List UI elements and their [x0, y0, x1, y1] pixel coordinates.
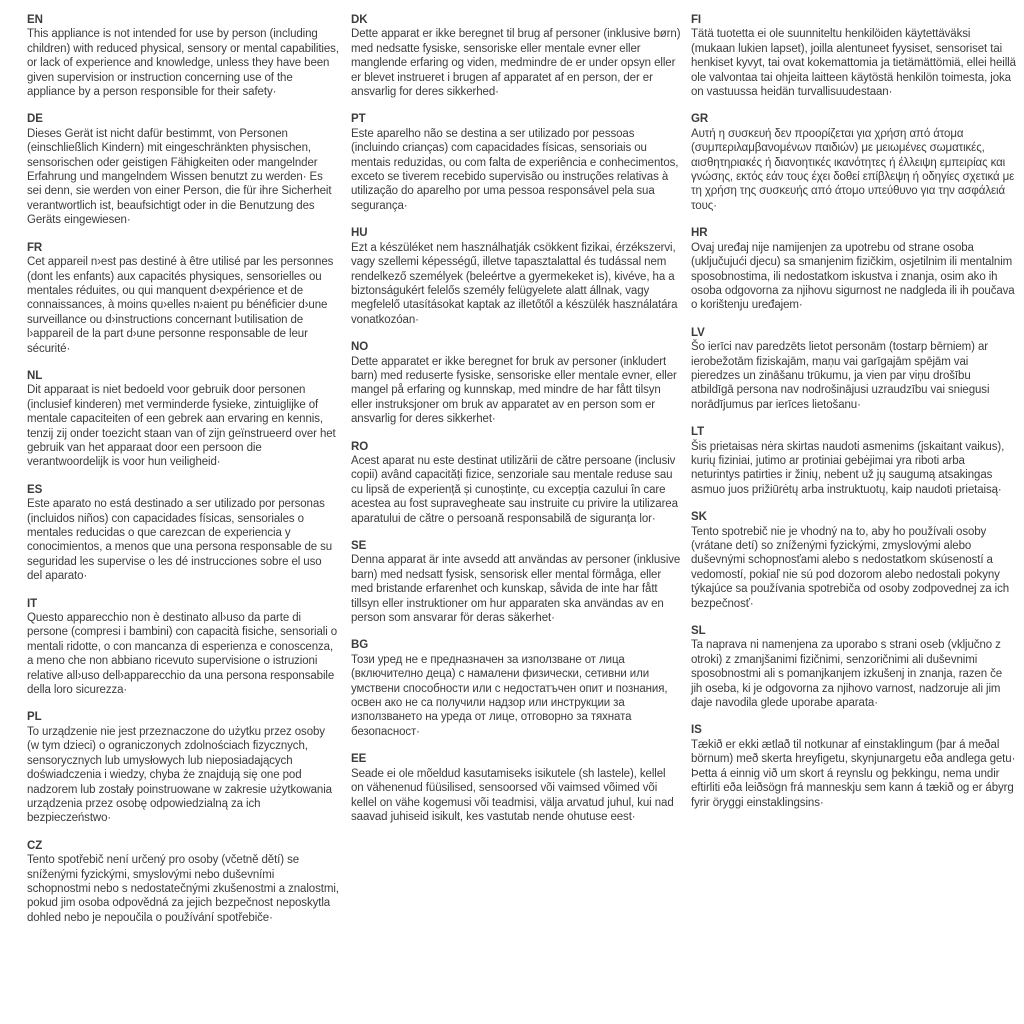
language-section-FI: [691, 13, 1016, 99]
language-text-BG: Този уред не е предназначен за използване от лица (включително деца) с намалени физически, сетивни или умствени способности или с недостатъчен опит и познания, освен ако не са получили надзор или инструкции за използването на уреда от лице, отговорно за тяхната безопасност·: [351, 653, 668, 738]
language-text-PT: Este aparelho não se destina a ser utilizado por pessoas (incluindo crianças) com capacidades físicas, sensoriais ou mentais reduzidas, ou com falta de experiência e conhecimentos, exceto se tiverem recebido supervisão ou instruções relativas à utilização do aparelho por uma pessoa responsável pela sua segurança·: [351, 127, 679, 212]
language-text-GR: Αυτή η συσκευή δεν προορίζεται για χρήση από άτομα (συμπεριλαμβανομένων παιδιών) με μειωμένες σωματικές, αισθητηριακές ή διανοητικές ικανότητες ή έλλειψη εμπειρίας και γνώσης, εκτός εάν τους έχει δοθεί επίβλεψη ή οδηγίες σχετικά με τη χρήση της συσκευής από άτομο υπεύθυνο για την ασφάλειά τους·: [691, 127, 1015, 212]
language-text-EN: This appliance is not intended for use by person (including children) with reduced physical, sensory or mental capabilities, or lack of experience and knowledge, unless they have been given supervision or instruction concerning use of the appliance by a person responsible for their safety·: [27, 28, 339, 99]
language-section-HU: [351, 226, 681, 327]
language-text-SE: Denna apparat är inte avsedd att användas av personer (inklusive barn) med nedsatt fysisk, sensorisk eller mental förmåga, eller med bristande erfarenhet och kunskap, såvida de inte har fått tillsyn eller instruktioner om hur apparaten ska användas av en person som ansvarar för deras säkerhet·: [351, 554, 681, 625]
language-text-HR: Ovaj uređaj nije namijenjen za upotrebu od strane osoba (uključujući djecu) sa smanjenim fizičkim, osjetilnim ili mentalnim sposobnostima, ili nedostatkom iskustva i znanja, osim ako ih osoba odgovorna za njihovu sigurnost ne nadgleda ili ih poučava o korištenju uređajem·: [691, 241, 1015, 312]
language-text-DK: Dette apparat er ikke beregnet til brug af personer (inklusive børn) med nedsatte fysiske, sensoriske eller mentale evner eller manglende erfaring og viden, medmindre de er under opsyn eller er blevet instrueret i brugen af apparatet af en person, der er ansvarlig for deres sikkerhed·: [351, 28, 681, 99]
language-code-NO: NO: [351, 341, 369, 354]
language-code-HR: HR: [691, 227, 708, 240]
language-section-IT: [27, 597, 339, 698]
language-code-SL: SL: [691, 625, 706, 638]
language-section-DK: [351, 13, 681, 99]
language-section-LV: [691, 326, 1016, 412]
language-section-SL: [691, 624, 1016, 710]
language-section-NL: [27, 369, 339, 470]
language-text-IT: Questo apparecchio non è destinato all›uso da parte di persone (compresi i bambini) con capacità fisiche, sensoriali o mentali ridotte, o con mancanza di esperienza e conoscenza, a meno che non abbiano ricevuto supervisione o istruzioni relative all›uso dell›apparecchio da una persona responsabile della loro sicurezza·: [27, 612, 338, 697]
language-code-LV: LV: [691, 326, 705, 339]
language-code-DK: DK: [351, 14, 368, 26]
language-code-IS: IS: [691, 724, 702, 737]
language-text-HU: Ezt a készüléket nem használhatják csökkent fizikai, érzékszervi, vagy szellemi képességű, illetve tapasztalattal és tudással nem rendelkező személyek (beleértve a gyermekeket is), kivéve, ha a biztonságukért felelős személy felügyelete alatt állnak, vagy megfelelő utasításokat kaptak az illetőtől a készülék használatára vonatkozóan·: [351, 241, 678, 326]
language-code-PL: PL: [27, 711, 42, 724]
language-code-IT: IT: [27, 597, 38, 610]
language-section-ES: [27, 483, 339, 584]
language-section-CZ: [27, 839, 339, 925]
language-section-RO: [351, 440, 681, 526]
language-code-NL: NL: [27, 369, 43, 382]
language-code-GR: GR: [691, 113, 709, 126]
language-code-RO: RO: [351, 440, 369, 453]
language-section-LT: [691, 425, 1016, 497]
language-section-GR: [691, 112, 1016, 213]
language-code-SE: SE: [351, 540, 367, 552]
language-text-IS: Tækið er ekki ætlað til notkunar af einstaklingum (þar á meðal börnum) með skerta hreyfigetu, skynjunargetu eða andlega getu· Þetta á einnig við um skort á reynslu og þekkingu, nema undir eftirliti eða leiðsögn frá manneskju sem kann á tækið og er ábyrg fyrir öryggi einstaklingsins·: [691, 738, 1016, 809]
language-code-PT: PT: [351, 113, 366, 126]
language-section-SK: [691, 510, 1016, 611]
language-section-PT: [351, 112, 681, 213]
language-code-FI: FI: [691, 14, 702, 26]
language-text-NL: Dit apparaat is niet bedoeld voor gebruik door personen (inclusief kinderen) met verminderde fysieke, zintuiglijke of mentale capaciteiten of een gebrek aan ervaring en kennis, tenzij zij onder toezicht staan van of zijn geïnstrueerd over het gebruik van het apparaat door een persoon die verantwoordelijk is voor hun veiligheid·: [27, 384, 336, 469]
language-text-NO: Dette apparatet er ikke beregnet for bruk av personer (inkludert barn) med reduserte fysiske, sensoriske eller mentale evner, eller mangel på erfaring og kunnskap, med mindre de har fått tilsyn eller instruksjoner om bruk av apparatet av en person som er ansvarlig for deres sikkerhet·: [351, 355, 677, 426]
language-code-CZ: CZ: [27, 839, 43, 852]
language-code-EN: EN: [27, 14, 43, 26]
language-section-FR: [27, 241, 339, 356]
language-section-IS: [691, 723, 1016, 809]
language-code-HU: HU: [351, 227, 368, 240]
text-column-2: [351, 13, 681, 1024]
text-column-3: [691, 13, 1016, 1024]
language-code-BG: BG: [351, 639, 369, 652]
language-code-ES: ES: [27, 483, 43, 496]
language-section-EE: [351, 752, 681, 824]
language-section-HR: [691, 226, 1016, 312]
language-text-CZ: Tento spotřebič není určený pro osoby (včetně dětí) se sníženými fyzickými, smyslovými nebo duševními schopnostmi nebo s nedostatečnými zkušenostmi a znalostmi, pokud jim osoba odpovědná za jejich bezpečnost neposkytla dohled nebo je nepoučila o používání spotřebiče·: [27, 854, 339, 924]
language-section-PL: [27, 710, 339, 825]
language-code-SK: SK: [691, 511, 707, 524]
language-code-DE: DE: [27, 113, 43, 126]
text-column-1: [27, 13, 339, 1024]
language-text-LV: Šo ierīci nav paredzēts lietot personām (tostarp bērniem) ar ierobežotām fiziskajām, maņu vai garīgajām spējām vai pieredzes un zināšanu trūkumu, ja vien par viņu drošību atbildīgā persona nav nodrošinājusi uzraudzību vai sniegusi norādījumus par ierīces lietošanu·: [691, 341, 990, 411]
language-code-EE: EE: [351, 753, 367, 766]
language-text-LT: Šis prietaisas nėra skirtas naudoti asmenims (įskaitant vaikus), kurių fiziniai, jutimo ar protiniai gebėjimai yra riboti arba neturintys patirties ir žinių, nebent už jų saugumą atsakingas asmuo juos prižiūrėtų arba instruktuotų, kaip naudoti prietaisą·: [691, 440, 1005, 496]
language-section-DE: [27, 112, 339, 227]
language-text-RO: Acest aparat nu este destinat utilizării de către persoane (inclusiv copii) având capacități fizice, senzoriale sau mentale reduse sau cu lipsă de experiență și cunoștințe, cu excepția cazului în care acestea au fost supravegheate sau instruite cu privire la utilizarea aparatului de către o persoană responsabilă de siguranța lor·: [351, 454, 678, 525]
language-text-FI: Tätä tuotetta ei ole suunniteltu henkilöiden käytettäväksi (mukaan lukien lapset), joilla alentuneet fyysiset, sensoriset tai henkiset kyvyt, tai ovat kokemattomia ja tietämättömiä, ellei heillä ole valvontaa tai ohjeita laitteen käytöstä henkilön toimesta, joka on vastuussa heidän turvallisuudestaan·: [691, 28, 1016, 99]
language-section-BG: [351, 638, 681, 739]
language-text-SK: Tento spotrebič nie je vhodný na to, aby ho používali osoby (vrátane detí) so zníženými fyzickými, zmyslovými alebo duševnými schopnosťami alebo s nedostatkom skúseností a vedomostí, pokiaľ nie sú pod dozorom alebo nedostali pokyny týkajúce sa používania spotrebiča od osoby zodpovednej za ich bezpečnosť·: [691, 525, 1010, 610]
language-section-EN: [27, 13, 339, 99]
language-text-EE: Seade ei ole mõeldud kasutamiseks isikutele (sh lastele), kellel on vähenenud füüsilised, sensoorsed või vaimsed võimed või kellel on vähe kogemusi või teadmisi, välja arvatud juhul, kui nad saavad juhiseid isikult, kes vastutab nende ohutuse eest·: [351, 767, 674, 823]
language-text-FR: Cet appareil n›est pas destiné à être utilisé par les personnes (dont les enfants) aux capacités physiques, sensorielles ou mentales réduites, ou qui manquent d›expérience et de connaissances, à moins qu›elles n›aient pu bénéficier d›une surveillance ou d›instructions concernant l›utilisation de l›appareil de la part d›une personne responsable de leur sécurité·: [27, 256, 334, 355]
language-text-SL: Ta naprava ni namenjena za uporabo s strani oseb (vključno z otroki) z zmanjšanimi fizičnimi, senzoričnimi ali duševnimi sposobnostmi ali s pomanjkanjem izkušenj in znanja, razen če jih oseba, ki je odgovorna za njihovo varnost, nadzoruje ali jim daje navodila glede uporabe aparata·: [691, 639, 1003, 710]
language-section-SE: [351, 539, 681, 625]
language-text-PL: To urządzenie nie jest przeznaczone do użytku przez osoby (w tym dzieci) o ograniczonych zdolnościach fizycznych, sensorycznych lub umysłowych lub nieposiadających doświadczenia i wiedzy, chyba że znajdują się one pod nadzorem lub zostały poinstruowane w zakresie użytkowania urządzenia przez osobę odpowiedzialną za ich bezpieczeństwo·: [27, 725, 332, 825]
language-text-ES: Este aparato no está destinado a ser utilizado por personas (incluidos niños) con capacidades físicas, sensoriales o mentales reducidas o que carezcan de experiencia y conocimientos, a menos que una persona responsable de su seguridad les supervise o les dé instrucciones sobre el uso del aparato·: [27, 498, 333, 583]
language-text-DE: Dieses Gerät ist nicht dafür bestimmt, von Personen (einschließlich Kindern) mit eingeschränkten physischen, sensorischen oder geistigen Fähigkeiten oder mangelnder Erfahrung und mangelndem Wissen benutzt zu werden· Es sei denn, sie werden von einer Person, die für ihre Sicherheit verantwortlich ist, beaufsichtigt oder in die Benutzung des Geräts eingewiesen·: [27, 127, 332, 227]
language-code-LT: LT: [691, 426, 704, 439]
language-code-FR: FR: [27, 241, 43, 254]
language-section-NO: [351, 340, 681, 426]
